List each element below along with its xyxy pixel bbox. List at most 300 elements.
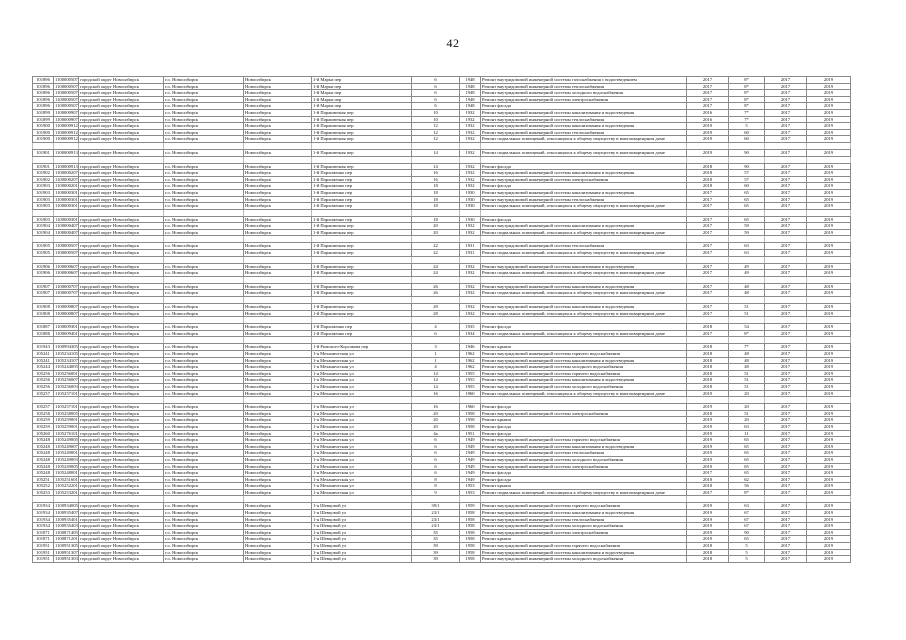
table-row <box>33 423 851 430</box>
cell-amount: 8* <box>729 77 765 84</box>
cell-district: городской округ Новосибирск <box>79 463 164 470</box>
cell-municipality: г.о. Новосибирск <box>164 310 244 317</box>
cell-amount: 65 <box>729 536 765 543</box>
cell-period-end: 2019 <box>807 410 851 417</box>
cell-work-type: Ремонт фасада <box>481 404 687 411</box>
cell-district: городской округ Новосибирск <box>79 270 164 277</box>
cell-street <box>312 337 412 344</box>
cell-amount: 7* <box>729 109 765 116</box>
cell-settlement: Новосибирск <box>244 483 312 490</box>
cell-house-number: 28 <box>412 310 460 317</box>
cell-row-number: 101899 <box>33 116 54 123</box>
cell-plan-year: 2019 <box>687 129 729 136</box>
cell-house-number: 12 <box>412 123 460 130</box>
cell-period-end: 2019 <box>807 90 851 97</box>
cell-period-start: 2017 <box>765 536 807 543</box>
cell-object-code: 1105256003 <box>55 383 78 389</box>
cell-house-number: 20 <box>412 410 460 417</box>
cell-period-start: 2017 <box>765 390 807 397</box>
cell-period-end <box>807 397 851 404</box>
cell-district: городской округ Новосибирск <box>79 304 164 311</box>
cell-house-number: 3 <box>412 344 460 351</box>
cell-amount: 60 <box>729 183 765 190</box>
cell-settlement: Новосибирск <box>244 116 312 123</box>
cell-settlement: Новосибирск <box>244 183 312 190</box>
cell-period-end: 2019 <box>807 129 851 136</box>
cell-amount: 90 <box>729 149 765 156</box>
cell-street: 1-я Механическая ул <box>312 470 412 477</box>
cell-period-start: 2017 <box>765 283 807 290</box>
cell-settlement: Новосибирск <box>244 330 312 337</box>
page-number: 42 <box>446 36 460 50</box>
cell-municipality: г.о. Новосибирск <box>164 370 244 377</box>
cell-plan-year: 2017 <box>687 77 729 84</box>
cell-street: 1-я Шевцовой ул <box>312 510 412 517</box>
cell-period-end <box>807 337 851 344</box>
cell-street: 1-я Механическая ул <box>312 423 412 430</box>
cell-build-year: 1948 <box>460 96 481 103</box>
cell-build-year <box>460 276 481 283</box>
cell-period-start: 2017 <box>765 556 807 563</box>
cell-street: 1-й Парашютная пер <box>312 223 412 230</box>
cell-period-end <box>807 317 851 324</box>
cell-house-number: 9 <box>412 489 460 496</box>
cell-municipality <box>164 209 244 216</box>
cell-plan-year: 2019 <box>687 450 729 457</box>
cell-settlement: Новосибирск <box>244 456 312 463</box>
cell-object-code: 1100951307 <box>55 549 78 555</box>
cell-house-number: 16 <box>412 176 460 183</box>
cell-district: городской округ Новосибирск <box>79 536 164 543</box>
cell-work-type <box>481 256 687 263</box>
cell-work-type: Ремонт фасада <box>481 324 687 331</box>
cell-amount: 51 <box>729 377 765 384</box>
cell-district: городской округ Новосибирск <box>79 437 164 444</box>
cell-district: городской округ Новосибирск <box>79 116 164 123</box>
cell-municipality: г.о. Новосибирск <box>164 523 244 530</box>
cell-object-code: 1100000907 <box>55 109 78 115</box>
cell-period-end: 2019 <box>807 357 851 364</box>
cell-street: 1-я Механическая ул <box>312 456 412 463</box>
cell-settlement <box>244 317 312 324</box>
cell-work-type: Ремонт фасада <box>481 476 687 483</box>
table-row <box>33 470 851 477</box>
cell-house-number: 35 <box>412 529 460 536</box>
cell-row-number: 101900 <box>33 123 54 130</box>
cell-period-end: 2019 <box>807 163 851 170</box>
cell-row-number: 101934 <box>33 516 54 523</box>
table-row <box>33 503 851 510</box>
cell-period-end: 2019 <box>807 103 851 110</box>
cell-district: городской округ Новосибирск <box>79 96 164 103</box>
cell-period-end: 2019 <box>807 263 851 270</box>
cell-district: городской округ Новосибирск <box>79 404 164 411</box>
cell-house-number: 6 <box>412 443 460 450</box>
cell-work-type: Ремонт подвальных помещений, относящихся к общему имуществу в многоквартирном доме <box>481 489 687 496</box>
cell-amount <box>729 317 765 324</box>
cell-period-end: 2019 <box>807 423 851 430</box>
cell-plan-year: 2018 <box>687 163 729 170</box>
cell-period-start: 2017 <box>765 516 807 523</box>
cell-plan-year: 2017 <box>687 263 729 270</box>
cell-row-number: 105252 <box>33 483 54 490</box>
cell-amount: 65 <box>729 470 765 477</box>
cell-work-type: Ремонт внутридомовой инженерной системы канализования и водоотведения <box>481 304 687 311</box>
cell-period-start: 2017 <box>765 189 807 196</box>
cell-district: городской округ Новосибирск <box>79 417 164 424</box>
cell-house-number: 18 <box>412 203 460 210</box>
cell-work-type <box>481 236 687 243</box>
cell-street: 1-я Механическая ул <box>312 463 412 470</box>
cell-settlement <box>244 276 312 283</box>
cell-amount: 48 <box>729 364 765 371</box>
cell-object-code: 1100000207 <box>55 176 78 182</box>
cell-build-year: 1930 <box>460 196 481 203</box>
cell-amount: 65 <box>729 216 765 223</box>
cell-build-year: 1932 <box>460 170 481 177</box>
cell-build-year: 1958 <box>460 543 481 550</box>
cell-settlement: Новосибирск <box>244 263 312 270</box>
cell-amount: 63 <box>729 503 765 510</box>
cell-amount: 65 <box>729 196 765 203</box>
cell-period-start: 2017 <box>765 404 807 411</box>
table-row <box>33 549 851 556</box>
cell-settlement: Новосибирск <box>244 549 312 556</box>
cell-period-end: 2019 <box>807 290 851 297</box>
cell-object-code: 1105249003 <box>55 456 78 462</box>
table-row <box>33 103 851 110</box>
cell-house-number: 4а <box>412 430 460 437</box>
table-row <box>33 310 851 317</box>
cell-build-year: 1960 <box>460 390 481 397</box>
cell-row-number: 105244 <box>33 364 54 371</box>
cell-amount: 65 <box>729 463 765 470</box>
cell-object-code: 1100000707 <box>55 290 78 296</box>
cell-period-start: 2017 <box>765 290 807 297</box>
cell-period-start <box>765 142 807 149</box>
cell-period-start: 2017 <box>765 450 807 457</box>
cell-amount: 63 <box>729 250 765 257</box>
cell-plan-year: 2017 <box>687 229 729 236</box>
cell-row-number: 105241 <box>33 357 54 364</box>
cell-municipality: г.о. Новосибирск <box>164 223 244 230</box>
cell-build-year: 1948 <box>460 90 481 97</box>
cell-work-type: Ремонт внутридомовой инженерной системы горячего водоснабжения <box>481 370 687 377</box>
cell-district: городской округ Новосибирск <box>79 430 164 437</box>
cell-period-start: 2017 <box>765 183 807 190</box>
cell-period-start: 2017 <box>765 357 807 364</box>
cell-street: 1-я Шевцовой ул <box>312 543 412 550</box>
cell-period-end <box>807 209 851 216</box>
cell-row-number <box>33 209 54 216</box>
cell-build-year: 1949 <box>460 450 481 457</box>
cell-street <box>312 397 412 404</box>
cell-house-number: 14 <box>412 383 460 390</box>
cell-build-year: 1932 <box>460 183 481 190</box>
cell-house-number: 24 <box>412 270 460 277</box>
cell-municipality: г.о. Новосибирск <box>164 77 244 84</box>
cell-amount: 8* <box>729 330 765 337</box>
cell-build-year: 1958 <box>460 536 481 543</box>
cell-settlement: Новосибирск <box>244 290 312 297</box>
cell-build-year: 1951 <box>460 430 481 437</box>
table-row-continuation <box>33 142 851 149</box>
cell-object-code: 1100000907 <box>55 116 78 122</box>
cell-municipality: г.о. Новосибирск <box>164 290 244 297</box>
table-row <box>33 529 851 536</box>
cell-period-end: 2019 <box>807 123 851 130</box>
cell-work-type: Ремонт подвальных помещений, относящихся к общему имуществу в многоквартирном доме <box>481 290 687 297</box>
cell-street: 1-й Парашютная пер <box>312 283 412 290</box>
table-row <box>33 163 851 170</box>
cell-row-number: 105248 <box>33 437 54 444</box>
cell-period-end <box>807 156 851 163</box>
cell-period-start: 2017 <box>765 310 807 317</box>
cell-amount: 59 <box>729 229 765 236</box>
cell-plan-year <box>687 496 729 503</box>
cell-street: 1-й Пархоменко пер <box>312 216 412 223</box>
cell-street <box>312 142 412 149</box>
cell-row-number: 101903 <box>33 196 54 203</box>
cell-settlement: Новосибирск <box>244 129 312 136</box>
cell-house-number: 14 <box>412 149 460 156</box>
cell-street: 1-й Парашютная пер <box>312 304 412 311</box>
cell-row-number <box>33 337 54 344</box>
cell-district: городской округ Новосибирск <box>79 170 164 177</box>
cell-street: 1-й Пархоменко пер <box>312 330 412 337</box>
cell-build-year: 1932 <box>460 129 481 136</box>
cell-street: 1-й Парашютная пер <box>312 136 412 143</box>
cell-house-number: 39/1 <box>412 503 460 510</box>
cell-row-number: 101905 <box>33 243 54 250</box>
table-row <box>33 476 851 483</box>
cell-street: 1-й Пархоменко пер <box>312 170 412 177</box>
cell-municipality: г.о. Новосибирск <box>164 344 244 351</box>
cell-row-number: 101906 <box>33 263 54 270</box>
cell-municipality: г.о. Новосибирск <box>164 116 244 123</box>
cell-settlement: Новосибирск <box>244 423 312 430</box>
cell-object-code: 1100000201 <box>55 183 78 189</box>
cell-district: городской округ Новосибирск <box>79 310 164 317</box>
cell-work-type: Ремонт крыши <box>481 417 687 424</box>
cell-plan-year: 2017 <box>687 290 729 297</box>
cell-amount <box>729 276 765 283</box>
cell-municipality <box>164 297 244 304</box>
cell-street: 1-й Парашютная пер <box>312 163 412 170</box>
table-row <box>33 344 851 351</box>
cell-district: городской округ Новосибирск <box>79 344 164 351</box>
table-row-continuation <box>33 397 851 404</box>
cell-amount <box>729 256 765 263</box>
cell-house-number: 8 <box>412 476 460 483</box>
cell-work-type: Ремонт внутридомовой инженерной системы холодного водоснабжения <box>481 90 687 97</box>
cell-amount: 20 <box>729 390 765 397</box>
cell-plan-year: 2018 <box>687 183 729 190</box>
cell-object-code <box>54 209 79 216</box>
cell-work-type: Ремонт внутридомовой инженерной системы канализования и водоотведения <box>481 263 687 270</box>
cell-plan-year: 2017 <box>687 250 729 257</box>
cell-period-end: 2019 <box>807 549 851 556</box>
cell-district: городской округ Новосибирск <box>79 476 164 483</box>
cell-object-code: 1100000507 <box>55 250 78 256</box>
cell-work-type: Ремонт внутридомовой инженерной системы теплоснабжения <box>481 83 687 90</box>
cell-build-year <box>460 209 481 216</box>
cell-settlement: Новосибирск <box>244 430 312 437</box>
cell-row-number: 101871 <box>33 529 54 536</box>
cell-district: городской округ Новосибирск <box>79 529 164 536</box>
cell-municipality: г.о. Новосибирск <box>164 516 244 523</box>
cell-plan-year: 2018 <box>687 383 729 390</box>
cell-period-end: 2019 <box>807 283 851 290</box>
cell-row-number: 105257 <box>33 404 54 411</box>
cell-row-number: 101887 <box>33 324 54 331</box>
cell-period-start: 2017 <box>765 410 807 417</box>
cell-amount <box>729 209 765 216</box>
cell-amount: 48 <box>729 283 765 290</box>
cell-municipality: г.о. Новосибирск <box>164 423 244 430</box>
cell-build-year <box>460 496 481 503</box>
cell-house-number <box>412 256 460 263</box>
cell-house-number: 26 <box>412 283 460 290</box>
cell-build-year: 1958 <box>460 516 481 523</box>
cell-municipality <box>164 156 244 163</box>
cell-municipality: г.о. Новосибирск <box>164 123 244 130</box>
cell-settlement: Новосибирск <box>244 250 312 257</box>
cell-row-number: 105258 <box>33 410 54 417</box>
cell-plan-year: 2019 <box>687 423 729 430</box>
cell-house-number <box>412 397 460 404</box>
cell-municipality: г.о. Новосибирск <box>164 543 244 550</box>
cell-municipality: г.о. Новосибирск <box>164 510 244 517</box>
cell-municipality <box>164 236 244 243</box>
cell-municipality: г.о. Новосибирск <box>164 456 244 463</box>
cell-row-number: 105256 <box>33 377 54 384</box>
cell-period-start <box>765 209 807 216</box>
cell-period-start: 2017 <box>765 149 807 156</box>
cell-settlement: Новосибирск <box>244 304 312 311</box>
cell-build-year: 1949 <box>460 437 481 444</box>
cell-row-number <box>33 276 54 283</box>
cell-build-year: 1932 <box>460 283 481 290</box>
cell-house-number <box>412 297 460 304</box>
cell-house-number <box>412 156 460 163</box>
cell-row-number: 101903 <box>33 183 54 190</box>
cell-object-code: 1100000807 <box>55 304 78 310</box>
cell-period-start: 2017 <box>765 351 807 358</box>
cell-street: 1-й Парашютная пер <box>312 290 412 297</box>
cell-district: городской округ Новосибирск <box>79 290 164 297</box>
cell-work-type: Ремонт внутридомовой инженерной системы канализования и водоотведения <box>481 549 687 556</box>
cell-amount: 51 <box>729 370 765 377</box>
cell-settlement: Новосибирск <box>244 223 312 230</box>
cell-house-number: 16 <box>412 404 460 411</box>
cell-row-number: 105259 <box>33 423 54 430</box>
table-row <box>33 109 851 116</box>
cell-district: городской округ Новосибирск <box>79 456 164 463</box>
cell-object-code: 1100000507 <box>55 96 78 102</box>
cell-street: 1-я Механическая ул <box>312 364 412 371</box>
cell-object-code <box>54 297 79 304</box>
cell-period-start: 2017 <box>765 423 807 430</box>
cell-municipality: г.о. Новосибирск <box>164 470 244 477</box>
table-row-continuation <box>33 209 851 216</box>
cell-period-end: 2019 <box>807 536 851 543</box>
cell-object-code: 1105276101 <box>55 430 78 436</box>
cell-settlement <box>244 256 312 263</box>
cell-row-number <box>33 297 54 304</box>
cell-work-type: Ремонт крыши <box>481 344 687 351</box>
cell-period-start: 2017 <box>765 116 807 123</box>
cell-municipality: г.о. Новосибирск <box>164 463 244 470</box>
cell-period-start: 2017 <box>765 109 807 116</box>
table-row <box>33 250 851 257</box>
cell-district: городской округ Новосибирск <box>79 556 164 563</box>
cell-district <box>79 317 164 324</box>
cell-house-number <box>412 317 460 324</box>
cell-house-number: 18 <box>412 183 460 190</box>
cell-house-number <box>412 337 460 344</box>
cell-settlement <box>244 496 312 503</box>
cell-work-type: Ремонт внутридомовой инженерной системы холодного водоснабжения <box>481 364 687 371</box>
cell-period-end: 2019 <box>807 196 851 203</box>
cell-settlement: Новосибирск <box>244 283 312 290</box>
cell-district: городской округ Новосибирск <box>79 489 164 496</box>
cell-period-start: 2017 <box>765 170 807 177</box>
cell-district: городской округ Новосибирск <box>79 216 164 223</box>
cell-build-year: 1932 <box>460 149 481 156</box>
cell-period-end: 2019 <box>807 417 851 424</box>
cell-row-number: 101908 <box>33 310 54 317</box>
cell-amount: 8* <box>729 96 765 103</box>
cell-plan-year: 2018 <box>687 176 729 183</box>
cell-settlement: Новосибирск <box>244 489 312 496</box>
cell-row-number: 101907 <box>33 283 54 290</box>
cell-period-start: 2017 <box>765 364 807 371</box>
cell-house-number: 6 <box>412 437 460 444</box>
cell-street: 1-й Парашютная пер <box>312 270 412 277</box>
cell-district: городской округ Новосибирск <box>79 351 164 358</box>
cell-row-number: 101903 <box>33 189 54 196</box>
cell-district: городской округ Новосибирск <box>79 163 164 170</box>
cell-period-end: 2019 <box>807 377 851 384</box>
cell-work-type: Ремонт внутридомовой инженерной системы теплоснабжения <box>481 243 687 250</box>
cell-street: 1-я Механическая ул <box>312 357 412 364</box>
cell-amount: 7* <box>729 344 765 351</box>
cell-street: 1-й Пархоменко пер <box>312 203 412 210</box>
cell-amount: 57 <box>729 170 765 177</box>
table-row <box>33 116 851 123</box>
cell-house-number: 10 <box>412 116 460 123</box>
cell-settlement: Новосибирск <box>244 176 312 183</box>
cell-period-end: 2019 <box>807 116 851 123</box>
cell-object-code: 1100000407 <box>55 223 78 229</box>
cell-work-type <box>481 337 687 344</box>
cell-district: городской округ Новосибирск <box>79 364 164 371</box>
cell-row-number: 101899 <box>33 109 54 116</box>
cell-row-number: 105256 <box>33 383 54 390</box>
cell-municipality: г.о. Новосибирск <box>164 489 244 496</box>
cell-row-number: 105248 <box>33 456 54 463</box>
cell-object-code: 1100000301 <box>55 189 78 195</box>
cell-plan-year: 2019 <box>687 536 729 543</box>
cell-plan-year: 2017 <box>687 330 729 337</box>
cell-house-number: 20 <box>412 423 460 430</box>
cell-amount: 60 <box>729 129 765 136</box>
cell-build-year <box>460 236 481 243</box>
cell-house-number <box>412 236 460 243</box>
cell-street: 1-й Марьи пер <box>312 83 412 90</box>
cell-plan-year: 2019 <box>687 404 729 411</box>
